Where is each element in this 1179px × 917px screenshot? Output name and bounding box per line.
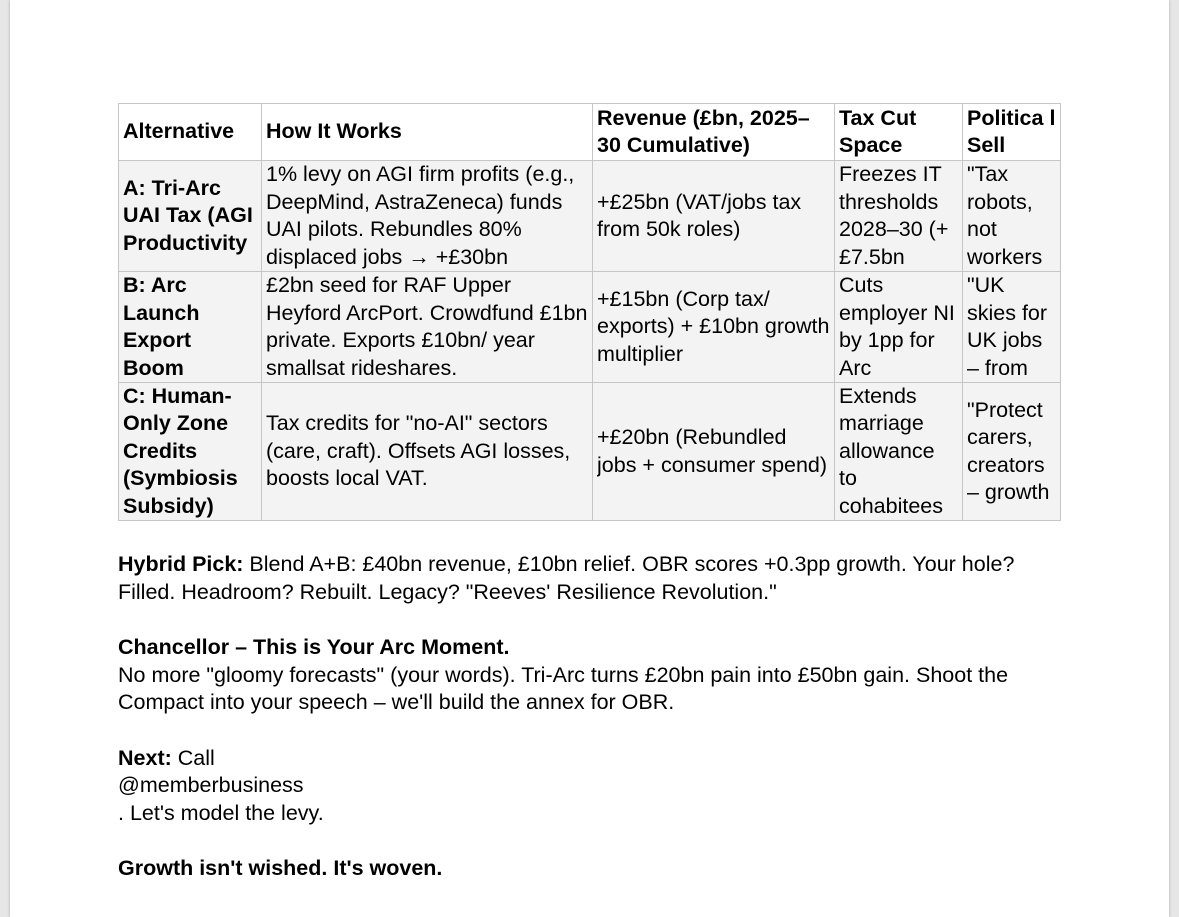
cell-revenue xyxy=(593,272,835,383)
document-body xyxy=(118,103,1068,883)
cell-sell-text: "Protect carers, creators – growth xyxy=(967,397,1050,504)
next-section xyxy=(118,745,1068,828)
cell-how xyxy=(262,161,593,272)
cell-revenue xyxy=(593,383,835,521)
cell-taxcut-text: Freezes IT thresholds 2028–30 (+ £7.5bn xyxy=(839,162,949,269)
cell-taxcut xyxy=(835,272,963,383)
chancellor-section xyxy=(118,634,1068,717)
document-page xyxy=(10,0,1169,917)
cell-how-text: 1% levy on AGI firm profits (e.g., DeepMind, AstraZeneca) funds UAI pilots. Rebundles 80% displaced jobs → +£30bn xyxy=(266,162,575,269)
next-label: Next: xyxy=(118,745,172,770)
cell-alternative xyxy=(119,383,262,521)
cell-sell xyxy=(963,383,1061,521)
cell-sell-text: "UK skies for UK jobs – from xyxy=(967,273,1048,380)
cell-revenue xyxy=(593,161,835,272)
hybrid-pick-label: Hybrid Pick: xyxy=(118,552,244,576)
cell-revenue-text: +£20bn (Rebundled jobs + consumer spend) xyxy=(597,425,828,477)
header-alternative: Alternative xyxy=(119,104,262,161)
cell-sell xyxy=(963,161,1061,272)
header-how-it-works: How It Works xyxy=(262,104,593,161)
chancellor-heading: Chancellor – This is Your Arc Moment. xyxy=(118,635,510,659)
cell-alternative-text: A: Tri-Arc UAI Tax (AGI Productivity xyxy=(123,175,253,255)
cell-sell-text: "Tax robots, not workers xyxy=(967,162,1043,269)
header-revenue: Revenue (£bn, 2025–30 Cumulative) xyxy=(593,104,835,161)
cell-how-text: Tax credits for "no-AI" sectors (care, craft). Offsets AGI losses, boosts local VAT. xyxy=(266,411,571,491)
header-tax-cut-space: Tax Cut Space xyxy=(835,104,963,161)
next-text: Call xyxy=(171,745,215,770)
cell-taxcut xyxy=(835,161,963,272)
cell-taxcut-text: Cuts employer NI by 1pp for Arc xyxy=(839,273,955,380)
cell-revenue-text: +£15bn (Corp tax/ exports) + £10bn growth multiplier xyxy=(597,286,830,366)
cell-how xyxy=(262,383,593,521)
next-line xyxy=(118,745,1068,773)
member-handle-link[interactable]: @memberbusiness xyxy=(118,773,304,797)
chancellor-text: No more "gloomy forecasts" (your words). Tri-Arc turns £20bn pain into £50bn gain. Shoot the Compact into your speech – we'll build the annex for OBR. xyxy=(118,662,1009,714)
cell-how-text: £2bn seed for RAF Upper Heyford ArcPort. Crowdfund £1bn private. Exports £10bn/ year smallsat rideshares. xyxy=(266,273,588,380)
table-row xyxy=(119,383,1061,521)
cell-alternative-text: C: Human-Only Zone Credits (Symbiosis Subsidy) xyxy=(123,383,238,518)
cell-taxcut-text: Extends marriage allowance to cohabitees xyxy=(839,383,943,518)
cell-revenue-text: +£25bn (VAT/jobs tax from 50k roles) xyxy=(597,189,802,241)
next-tail: . Let's model the levy. xyxy=(118,800,324,825)
cell-taxcut xyxy=(835,383,963,521)
table-row xyxy=(119,272,1061,383)
hybrid-pick-paragraph xyxy=(118,551,1068,606)
hybrid-pick-text: Blend A+B: £40bn revenue, £10bn relief. OBR scores +0.3pp growth. Your hole? Filled. Headroom? Rebuilt. Legacy? "Reeves' Resilience Revolution." xyxy=(118,552,1015,604)
cell-alternative xyxy=(119,161,262,272)
cell-how xyxy=(262,272,593,383)
header-political-sell: Politica l Sell xyxy=(963,104,1061,161)
alternatives-table xyxy=(118,103,1061,521)
cell-sell xyxy=(963,272,1061,383)
cell-alternative-text: B: Arc Launch Export Boom xyxy=(123,273,200,380)
table-row xyxy=(119,161,1061,272)
cell-alternative xyxy=(119,272,262,383)
table-header-row xyxy=(119,104,1061,161)
closing-line: Growth isn't wished. It's woven. xyxy=(118,856,443,880)
